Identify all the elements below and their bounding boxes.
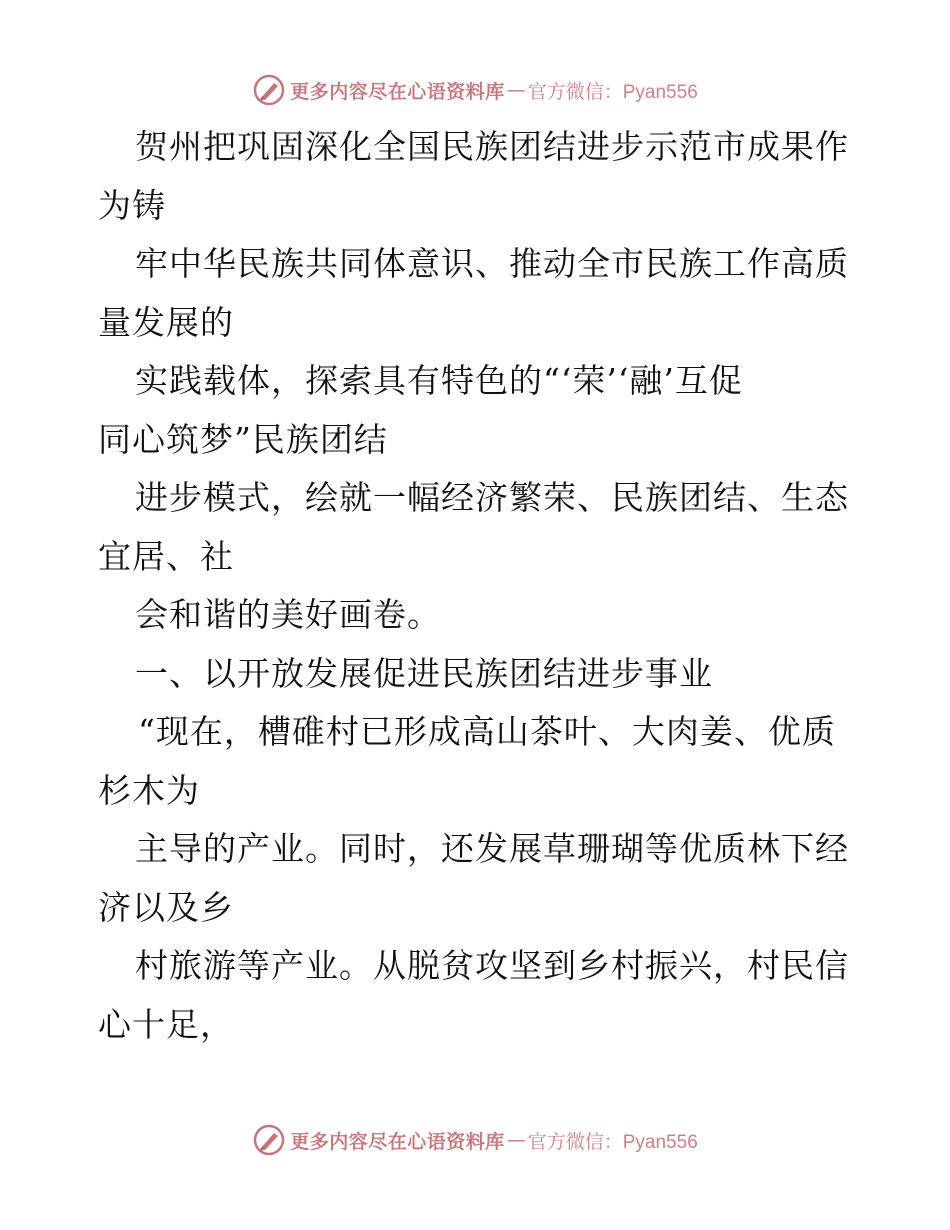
paragraph-line: 杉木为 xyxy=(98,770,200,810)
paragraph-line: 村旅游等产业。从脱贫攻坚到乡村振兴，村民信 xyxy=(135,946,849,985)
paragraph-line: “现在，槽碓村已形成高山茶叶、大肉姜、优质 xyxy=(138,712,836,751)
paragraph-line: 同心筑梦”民族团结 xyxy=(98,419,388,459)
header-watermark xyxy=(0,70,950,110)
header-watermark-title: 更多内容尽在心语资料库 xyxy=(290,80,505,103)
section-heading: 一、以开放发展促进民族团结进步事业 xyxy=(135,653,713,693)
paragraph-line: 为铸 xyxy=(98,185,166,225)
footer-watermark-separator: — xyxy=(506,1129,526,1151)
paragraph-line: 宜居、社 xyxy=(98,536,234,576)
header-watermark-wechat: 官方微信：Pyan556 xyxy=(527,81,698,103)
document-body xyxy=(98,118,858,1054)
paragraph-line: 量发展的 xyxy=(98,302,234,342)
footer-watermark-title: 更多内容尽在心语资料库 xyxy=(290,1130,505,1153)
paragraph-line: 牢中华民族共同体意识、推动全市民族工作高质 xyxy=(135,244,849,283)
footer-watermark-wechat: 官方微信：Pyan556 xyxy=(527,1131,698,1153)
paragraph-line: 实践载体，探索具有特色的“‘荣’‘融’互促 xyxy=(135,361,743,400)
paragraph-line: 会和谐的美好画卷。 xyxy=(135,595,441,634)
header-watermark-separator: — xyxy=(506,79,526,101)
paragraph-line: 心十足， xyxy=(98,1004,234,1044)
paragraph-line: 主导的产业。同时，还发展草珊瑚等优质林下经 xyxy=(135,829,849,868)
paragraph-line: 进步模式，绘就一幅经济繁荣、民族团结、生态 xyxy=(135,478,849,517)
paragraph-line: 贺州把巩固深化全国民族团结进步示范市成果作 xyxy=(135,127,849,166)
pen-logo-icon xyxy=(252,73,286,107)
paragraph-line: 济以及乡 xyxy=(98,887,234,927)
footer-watermark xyxy=(0,1120,950,1160)
pen-logo-icon xyxy=(252,1123,286,1157)
